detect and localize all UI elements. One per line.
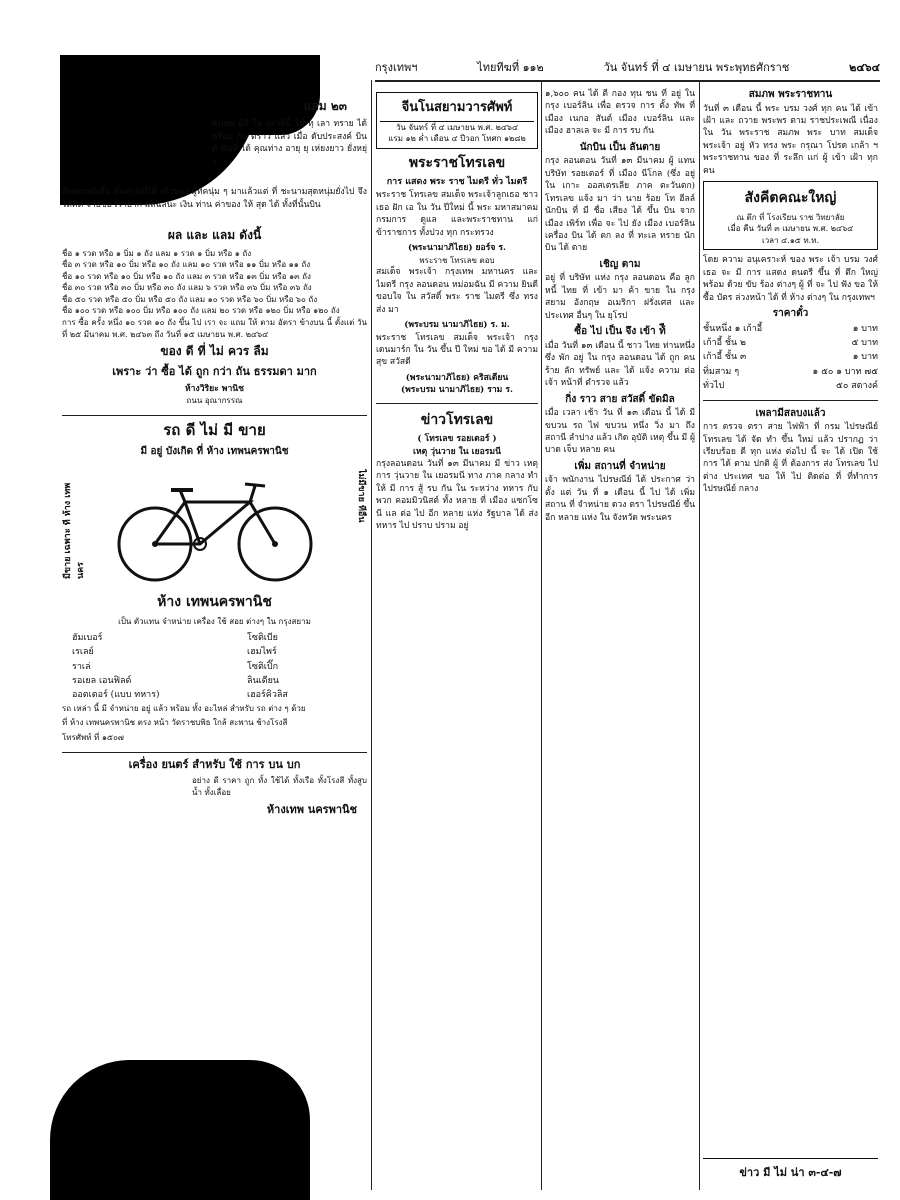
concert-box <box>703 181 878 250</box>
header-date: วัน จันทร์ ที่ ๔ เมษายน พระพุทธศักราช <box>603 61 790 74</box>
royal-sign-1-sub: พระราช โทรเลข ตอบ <box>419 255 495 265</box>
price-row: ทั่วไป ๕๐ สตางค์ <box>703 381 878 392</box>
header-year: ๒๔๖๔ <box>849 61 880 74</box>
side-text-left: มีขาย เฉพาะ ที่ ห้าง เทพนคร <box>63 482 86 579</box>
footer-box <box>703 1158 878 1181</box>
price-row: ทิ่มสาม ๆ ๑ ๕๐ ๑ บาท ๗๕ <box>703 366 878 377</box>
royal-text-3: พระราช โทรเลข สมเด็จ พระเจ้า กรุง เดนมาร์ก ใน วัน ขึ้น ปี ใหม่ ขอ ได้ มี ความ สุข สวัสดี <box>376 332 538 368</box>
col3-text-2: อยู่ ที่ บริษัท แห่ง กรุง ลอนดอน คือ ลูกหนี้ ไทย ที่ เข้า มา ค้า ขาย ใน กรุง สยาม อังกฤษ อเมริกา ฝรั่งเศส และ ประเทศ อื่นๆ ใน ยุโรป <box>545 273 695 321</box>
header-left: กรุงเทพฯ <box>375 61 418 74</box>
engine-text: อย่าง ดี ราคา ถูก ทั้ง ใช้ได้ ทั้งเรือ ทั้งโรงสี ทั้งสูบน้ำ ทั้งเลื่อย <box>192 776 367 798</box>
royal-sign-4: (พระบรม นามาภิไธย) ราม ร. <box>401 385 513 396</box>
col1-heading: แลม ๒๓ <box>303 99 347 113</box>
bike-title: รถ ดี ไม่ มี ขาย <box>163 420 266 439</box>
header-rule <box>375 80 880 82</box>
column-2 <box>376 88 538 1190</box>
slogan-2: เพราะ ว่า ซื้อ ได้ ถูก กว่า ถัน ธรรมดา มาก <box>112 364 317 378</box>
list-line: ชื่อ ๕๐ รวด หรือ ๕๐ บิ่ม หรือ ๕๐ ถัง แลม ๑๐ รวด หรือ ๖๐ บิ่ม หรือ ๖๐ ถัง <box>62 294 318 304</box>
column-1 <box>62 95 367 1190</box>
shop-intro: เป็น ตัวแทน จำหน่าย เครื่อง ใช้ สอย ต่างๆ ใน กรุงสยาม <box>118 617 311 627</box>
list-line: ชื่อ ๓ รวด หรือ ๑๐ บิ่ม หรือ ๑๐ ถัง แลม ๑๐ รวด หรือ ๑๑ บิ่ม หรือ ๑๑ ถัง <box>62 260 311 270</box>
col3-title-2: เชิญ ตาม <box>599 258 641 270</box>
column-divider <box>699 80 700 1190</box>
col4-text-1: วันที่ ๓ เดือน นี้ พระ บรม วงศ์ ทุก คน ได้ เข้า เฝ้า และ ถวาย พระพร ตาม ราชประเพณี เนื่อง ใน วัน พระราช สมภพ พระ บาท สมเด็จ พระเจ้า อยู่ หัว ทรง พระ กรุณา โปรด เกล้า ฯ พระราชทาน ของ ที่ ระลึก แก่ ผู้ เข้า เฝ้า ทุก คน <box>703 103 878 176</box>
brand-row: ออตเตอร์ (แบบ ทหาร) เฮอร์คิวลิส <box>72 690 288 701</box>
bicycle-icon <box>105 464 325 584</box>
list-line: ชื่อ ๑๐๐ รวด หรือ ๑๐๐ บิ่ม หรือ ๑๐๐ ถัง แลม ๒๐ รวด หรือ ๑๒๐ บิ่ม หรือ ๑๒๐ ถัง <box>62 306 340 316</box>
footer-text: ข่าว มี ไม่ น่า ๓-๔-๗ <box>739 1166 842 1179</box>
col3-text-top: ๑,๖๐๐ คน ได้ ตี กอง ทุน ชน ที่ อยู่ ใน กรุง เบอร์ลิน เพื่อ ตรวจ การ ตั้ง ทัพ ที่ เมือง เนกอ สันต์ เมือง เบอร์ลิน และ เมือง ฮาลเล จะ มี การ รบ กัน <box>545 89 695 137</box>
shop-vet: ห้างวิริยะ พานิช <box>185 383 244 394</box>
col3-text-3: เมื่อ วันที่ ๑๓ เดือน นี้ ชาว ไทย ท่านหนึ่ง ซึ่ง พัก อยู่ ใน กรุง ลอนดอน ได้ ถูก คน ร้าย ลัก ทรัพย์ และ ได้ แจ้ง ความ ต่อ เจ้า หน้าที่ ตำรวจ แล้ว <box>545 340 695 389</box>
concert-time: เวลา ๔.๑๕ ท.ท. <box>761 235 820 245</box>
shop-vet-address: ถนน อุณากรรณ <box>186 396 243 406</box>
engine-title: เครื่อง ยนตร์ สำหรับ ใช้ การ บน บก <box>128 757 301 771</box>
col1-text-p2: ค้นหาหนังสือ ค้นท่านที่ได้ เจ้าของ ผู้ทีคนุ่ม ๆ มาแล้วแต่ ที่ ชะนามสุดหนุ่มยั่งไป จึงได้คิด จ่ายชอ เรายาก แลฉลนะ เงิน ท่าน ค่าของ ให้ สุด ได้ ทั้งที่นั้นบิน <box>62 187 367 210</box>
news-headline: เหตุ วุ่นวาย ใน เยอรมนี <box>413 446 501 457</box>
col3-title-4: กิ่ง ราว สาย สวัสดิ์ ขัดมิล <box>565 393 675 405</box>
col3-title-1: นักบิน เป็น ลันตาย <box>579 141 661 153</box>
concert-venue: ณ ตึก ที่ โรงเรียน ราช วิทยาลัย <box>736 212 845 222</box>
column-divider <box>541 80 542 1190</box>
masthead-box <box>376 92 538 149</box>
brand-row: เรเลย์ เฮมไพร์ <box>72 647 277 658</box>
col3-title-3: ซื้อ ไป เป็น จึง เข้า ท้ี <box>574 326 666 338</box>
masthead-sub: แรม ๑๒ ค่ำ เดือน ๔ ปีวอก โทศก ๑๒๘๒ <box>388 134 526 144</box>
list-note: การ ซื้อ ครั้ง หนึ่ง ๑๐ รวด ๑๐ ถัง ขึ้น ไป เรา จะ แถม ให้ ตาม อัตรา ข้างบน นี้ ตั้งแต่ วัน ที่ ๒๕ มีนาคม พ.ศ. ๒๔๖๓ ถึง วันที่ ๑๕ เมษายน พ.ศ. ๒๔๖๔ <box>62 318 367 339</box>
royal-text-2: สมเด็จ พระเจ้า กรุงเทพ มหานคร และ ไมตรี กรุง ลอนดอน หม่อมฉัน มี ความ ยินดี ขอบใจ ใน สวัสดิ์ พระ ราช ไมตรี ซึ่ง ทรง ส่ง มา <box>376 267 538 315</box>
list-line: ชื่อ ๑ รวด หรือ ๑ บิ่ม ๑ ถัง แลม ๑ รวด ๑ บิ่ม หรือ ๑ ถัง <box>62 248 252 258</box>
slogan-1: ของ ดี ที่ ไม่ ควร ลืม <box>160 344 269 359</box>
column-divider <box>371 80 372 1190</box>
page-header <box>375 58 880 76</box>
shop-address: ที่ ห้าง เทพนครพานิช ตรง หน้า วัดราชบพิธ ใกล้ สะพาน ช้างโรงสี <box>62 718 288 728</box>
royal-sign-2: (พระบรม นามาภิไธย) ร. ม. <box>404 320 510 331</box>
royal-sign-1: (พระนามาภิไธย) ยอร์จ ร. <box>408 243 506 254</box>
price-row: ชั้นหนึ่ง ๑ เก้าอี้ ๑ บาท <box>703 323 878 334</box>
col4-text-2: โดย ความ อนุเคราะห์ ของ พระ เจ้า บรม วงศ์ เธอ จะ มี การ แสดง ดนตรี ขึ้น ที่ ตึก ใหญ่ พร้อม ด้วย ขับ ร้อง ต่างๆ ผู้ ที่ จะ ไป ฟัง ขอ ให้ ซื้อ บัตร ล่วงหน้า ได้ ที่ ห้าง ต่างๆ ใน กรุงเทพฯ <box>703 255 878 303</box>
news-source: ( โทรเลข รอยเตอร์ ) <box>417 434 497 445</box>
column-3 <box>545 88 695 1190</box>
side-text-right: ไม่มีขาย ที่อื่น <box>356 468 366 523</box>
concert-title: สังคีตคณะใหญ่ <box>744 190 837 207</box>
shop-note: รถ เหล่า นี้ มี จำหน่าย อยู่ แล้ว พร้อม ทั้ง อะไหล่ สำหรับ รถ ต่าง ๆ ด้วย <box>62 703 306 713</box>
masthead-title: จีนโนสยามวารศัพท์ <box>401 100 513 115</box>
col3-text-4: เมื่อ เวลา เช้า วัน ที่ ๑๓ เดือน นี้ ได้ มี ขบวน รถ ไฟ ขบวน หนึ่ง วิ่ง มา ถึง สถานี ลำปาง แล้ว เกิด อุบัติ เหตุ ขึ้น มี ผู้ บาด เจ็บ หลาย คน <box>545 408 695 456</box>
brand-list <box>62 631 367 703</box>
col4-title-3: เพลามีสลบงแล้ว <box>755 407 826 419</box>
col3-text-1: กรุง ลอนดอน วันที่ ๑๓ มีนาคม ผู้ แทน บริษัท รอยเตอร์ ที่ เมือง นีโกล (ซึ่ง อยู่ ใน เกาะ ออสเตรเลีย ภาค ตะวันตก) โทรเลข แจ้ง มา ว่า นาย ร้อย โท ฮีลล์ นักบิน ที่ มี ชื่อ เสียง ได้ ขึ้น บิน จาก เมือง เพิร์ท เพื่อ จะ ไป ยัง เมือง เบอร์ลิน เครื่อง บิน ได้ ตก ลง ที่ ทะเล ทราย นัก บิน ได้ ตาย <box>545 156 695 254</box>
news-text: กรุงลอนดอน วันที่ ๑๓ มีนาคม มี ข่าว เหตุ การ วุ่นวาย ใน เยอรมนี ทาง ภาค กลาง ทำ ให้ มี การ สู้ รบ กัน ใน ระหว่าง ทหาร กับ พวก คอมมิวนิสต์ ทั้ง หลาย ที่ เมือง แซกโซนี แล ต่อ ไป อีก หลาย แห่ง รัฐบาล ได้ ส่ง ทหาร ไป ปราบ ปราม อยู่ <box>376 458 538 532</box>
list-heading: ผล และ แลม ดังนี้ <box>167 228 262 243</box>
col3-text-5: เจ้า พนักงาน ไปรษณีย์ ได้ ประกาศ ว่า ตั้ง แต่ วัน ที่ ๑ เดือน นี้ ไป ได้ เพิ่ม สถาน ที่ จำหน่าย ดวง ตรา ไปรษณีย์ ขึ้น อีก หลาย แห่ง ใน จังหวัด พระนคร <box>545 475 695 523</box>
price-row: เก้าอี้ ชั้น ๓ ๑ บาท <box>703 352 878 363</box>
royal-sign-3: (พระนามาภิไธย) คริสเตียน <box>405 372 509 383</box>
royal-text: พระราช โทรเลข สมเด็จ พระเจ้าลูกเธอ ชาวเธอ ฝัก เอ ใน วัน ปีใหม่ นี้ พระ มหาสมาคม กรมการ ดูแล และพระราชทาน แก่ข้าราชการ ทั้งปวง ทุก กระทรวง <box>376 190 538 238</box>
masthead-date: วัน จันทร์ ที่ ๔ เมษายน พ.ศ. ๒๔๖๔ <box>380 121 534 134</box>
bike-subtitle: มี อยู่ บังเกิด ที่ ห้าง เทพนครพานิช <box>140 446 289 458</box>
concert-date: เมื่อ คืน วันที่ ๓ เมษายน พ.ศ. ๒๔๖๔ <box>727 224 854 234</box>
column-4 <box>703 88 878 1190</box>
header-issue: ไทยทีฆที่ ๑๑๒ <box>477 61 544 74</box>
brand-row: ฮัมเบอร์ โซติเบีย <box>72 632 278 643</box>
col1-text-top: ค้นพบ ผู้มี ใจ กูลาผู้นี้ ได้ ทุ เลา ทราย ได้ พร้อม กับ ตราว แล้ว เมื่อ ดับประสงค์ บิน ต์ มั่นที่ ได้ คุณท่าง อายุ ยุ เห่ยงยาว ยั่งหยุ่ง <box>212 119 367 167</box>
price-title: ราคาตั๋ว <box>772 308 809 320</box>
section-news-telegram: ข่าวโทรเลข <box>420 411 494 428</box>
price-list <box>703 322 878 394</box>
col3-title-5: เพิ่ม สถานที่ จำหน่าย <box>574 460 666 472</box>
price-row: เก้าอี้ ชั้น ๒ ๕ บาท <box>703 338 878 348</box>
list-line: ชื่อ ๑๐ รวด หรือ ๑๐ บิ่ม หรือ ๑๐ ถัง แลม ๓ รวด หรือ ๑๓ บิ่ม หรือ ๑๓ ถัง <box>62 271 311 281</box>
shop-phone: โทรศัพท์ ที่ ๑๕๐๗ <box>62 732 124 742</box>
list-line: ชื่อ ๓๐ รวด หรือ ๓๐ บิ่ม หรือ ๓๐ ถัง แลม ๖ รวด หรือ ๓๖ บิ่ม หรือ ๓๖ ถัง <box>62 283 312 293</box>
section-royal-telegram: พระราชโทรเลข <box>408 155 506 172</box>
col4-title-1: สมภพ พระราชทาน <box>748 89 833 100</box>
section-royal-sub: การ แสดง พระ ราช ไมตรี ทั่ว ไมตรี <box>386 177 528 188</box>
shop-name: ห้าง เทพนครพานิช <box>157 593 272 610</box>
brand-row: รอเยล เอนฟิลด์ ลินเดียน <box>72 675 280 686</box>
brand-row: ราเล่ โซติเปิ๊ก <box>72 661 279 672</box>
engine-shop: ห้างเทพ นครพานิช <box>266 802 357 816</box>
col4-text-3: การ ตรวจ ตรา สาย ไฟฟ้า ที่ กรม ไปรษณีย์ โทรเลข ได้ จัด ทำ ขึ้น ใหม่ แล้ว ปรากฏ ว่า เรียบร้อย ดี ทุก แห่ง ต่อไป นี้ จะ ได้ เปิด ใช้ การ ได้ ตาม ปกติ ผู้ ที่ ต้องการ ส่ง โทรเลข ไป ต่าง ประเทศ ขอ ให้ ไป ติดต่อ ที่ ที่ทำการ ไปรษณีย์ กลาง <box>703 422 878 495</box>
